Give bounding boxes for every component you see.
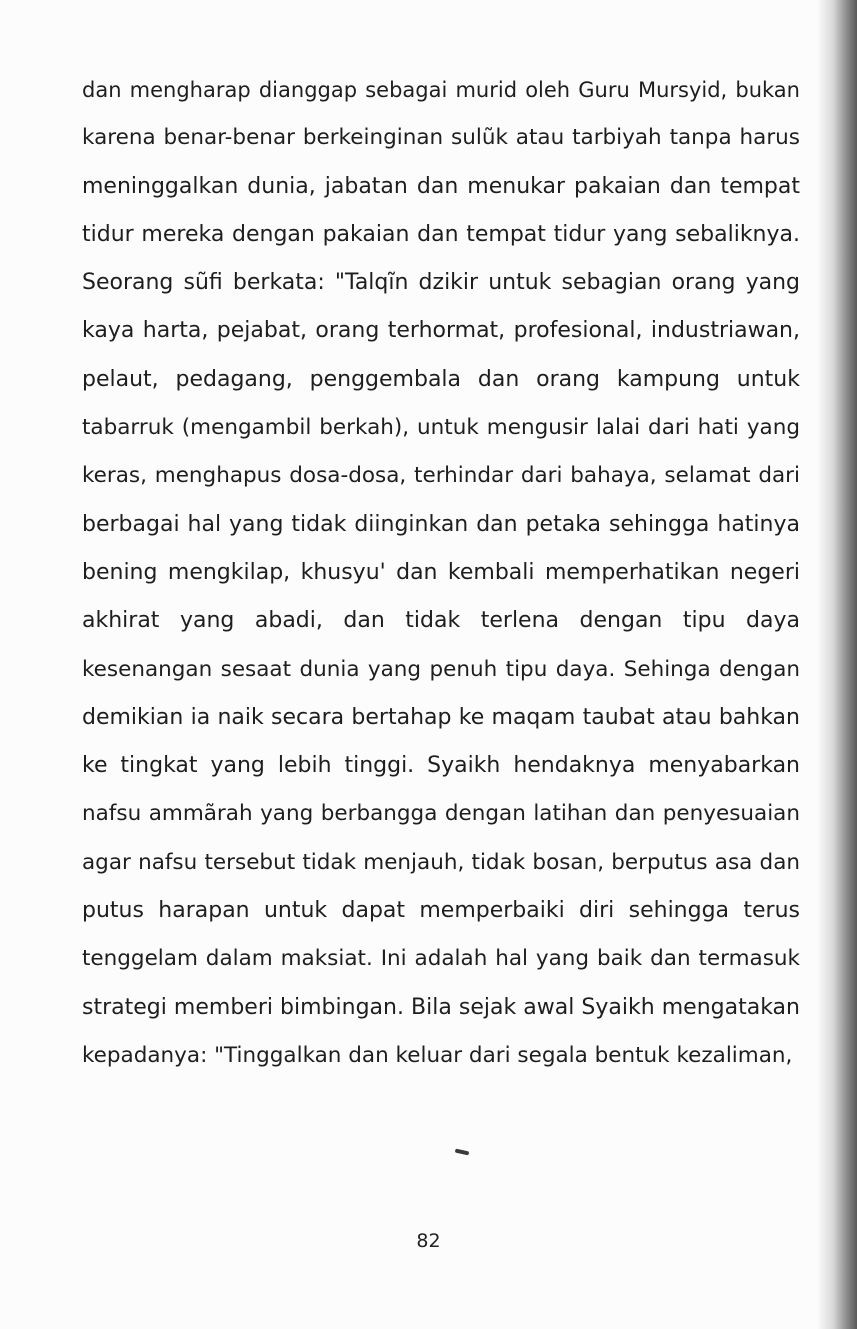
text-line: demikian ia naik secara bertahap ke maqam taubat atau bahkan	[82, 704, 800, 730]
body-text	[82, 66, 800, 1080]
text-line: tabarruk (mengambil berkah), untuk mengusir lalai dari hati yang	[82, 415, 800, 441]
page-number: 82	[416, 1230, 441, 1252]
page-binding-shadow	[817, 0, 857, 1329]
text-line: berbagai hal yang tidak diinginkan dan petaka sehingga hatinya	[82, 511, 800, 537]
text-line: tidur mereka dengan pakaian dan tempat tidur yang sebaliknya.	[82, 221, 800, 247]
text-line: putus harapan untuk dapat memperbaiki diri sehingga terus	[82, 898, 800, 924]
text-line: nafsu ammãrah yang berbangga dengan latihan dan penyesuaian	[82, 801, 800, 827]
text-line: karena benar-benar berkeinginan sulũk atau tarbiyah tanpa harus	[82, 125, 800, 151]
text-line: kesenangan sesaat dunia yang penuh tipu daya. Sehinga dengan	[82, 656, 800, 682]
ink-mark	[455, 1149, 470, 1156]
text-line: kaya harta, pejabat, orang terhormat, profesional, industriawan,	[82, 318, 800, 344]
text-line: bening mengkilap, khusyu' dan kembali memperhatikan negeri	[82, 559, 800, 585]
text-line: ke tingkat yang lebih tinggi. Syaikh hendaknya menyabarkan	[82, 753, 800, 779]
text-line: meninggalkan dunia, jabatan dan menukar pakaian dan tempat	[82, 173, 800, 199]
text-line: Seorang sũfi berkata: "Talqĩn dzikir untuk sebagian orang yang	[82, 270, 800, 296]
text-line: akhirat yang abadi, dan tidak terlena dengan tipu daya	[82, 608, 800, 634]
text-line: agar nafsu tersebut tidak menjauh, tidak bosan, berputus asa dan	[82, 849, 800, 875]
text-line: strategi memberi bimbingan. Bila sejak awal Syaikh mengatakan	[82, 994, 800, 1020]
text-line: pelaut, pedagang, penggembala dan orang kampung untuk	[82, 366, 800, 392]
text-line: keras, menghapus dosa-dosa, terhindar dari bahaya, selamat dari	[82, 463, 800, 489]
text-line: dan mengharap dianggap sebagai murid oleh Guru Mursyid, bukan	[82, 78, 800, 102]
text-line: tenggelam dalam maksiat. Ini adalah hal yang baik dan termasuk	[82, 946, 800, 972]
text-line: kepadanya: "Tinggalkan dan keluar dari segala bentuk kezaliman,	[82, 1042, 793, 1068]
